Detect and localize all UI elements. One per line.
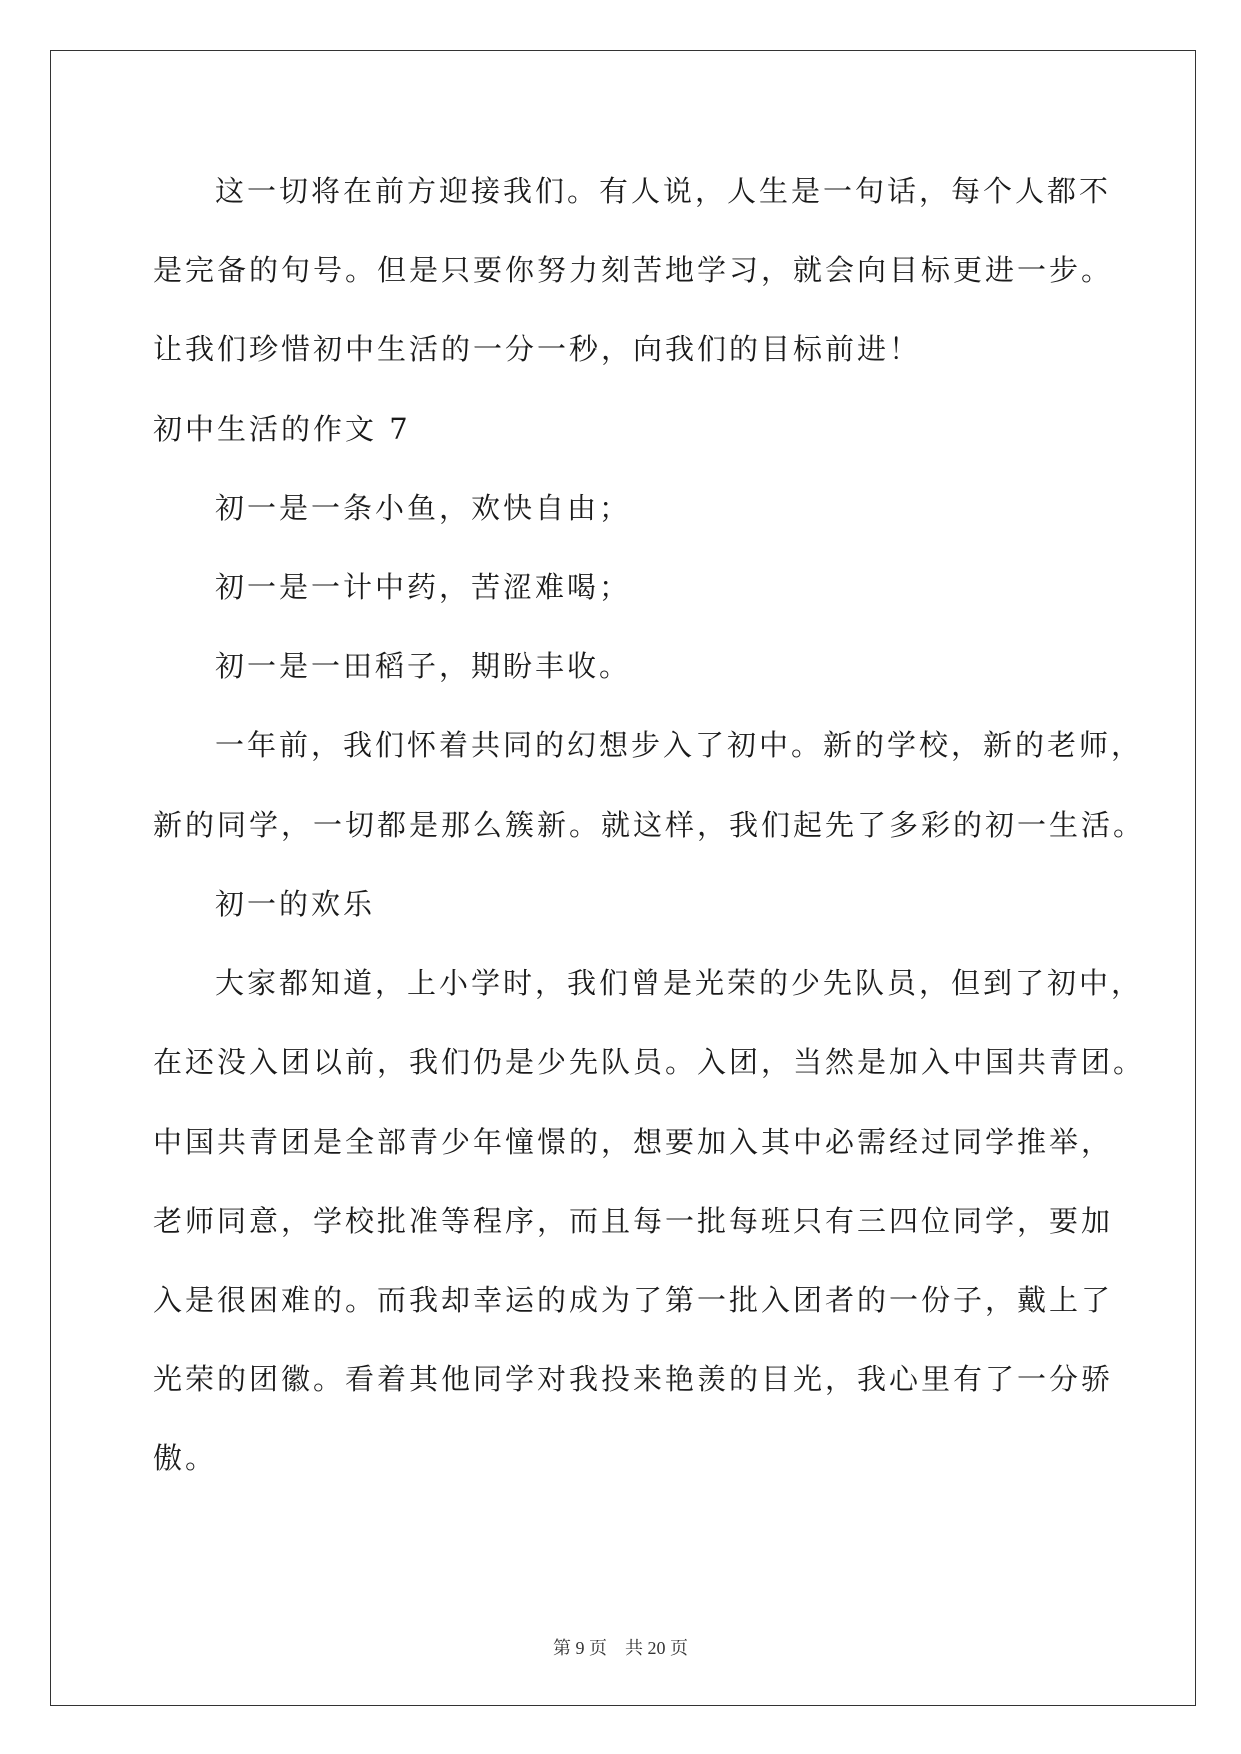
page-frame: [50, 50, 1196, 1706]
page-total: 共 20 页: [625, 1638, 688, 1658]
text-line: 是完备的句号。但是只要你努力刻苦地学习，就会向目标更进一步。: [153, 253, 1114, 287]
text-line: 老师同意，学校批准等程序，而且每一批每班只有三四位同学，要加: [153, 1204, 1114, 1238]
subheading: 初一的欢乐: [215, 887, 376, 921]
text-line: 入是很困难的。而我却幸运的成为了第一批入团者的一份子，戴上了: [153, 1283, 1114, 1317]
text-line: 新的同学，一切都是那么簇新。就这样，我们起先了多彩的初一生活。: [153, 808, 1146, 842]
text-line: 在还没入团以前，我们仍是少先队员。入团，当然是加入中国共青团。: [153, 1045, 1146, 1079]
text-line: 让我们珍惜初中生活的一分一秒，向我们的目标前进！: [153, 332, 922, 366]
page-footer: [0, 1634, 1241, 1660]
text-line: 这一切将在前方迎接我们。有人说，人生是一句话，每个人都不: [215, 174, 1112, 208]
section-heading: 初中生活的作文 7: [153, 412, 411, 446]
text-line: 光荣的团徽。看着其他同学对我投来艳羡的目光，我心里有了一分骄: [153, 1362, 1114, 1396]
text-line: 初一是一计中药，苦涩难喝；: [215, 570, 632, 604]
text-line: 中国共青团是全部青少年憧憬的，想要加入其中必需经过同学推举，: [153, 1125, 1114, 1159]
text-line: 大家都知道，上小学时，我们曾是光荣的少先队员，但到了初中，: [215, 966, 1144, 1000]
page-number: 第 9 页: [553, 1638, 607, 1658]
text-line: 初一是一条小鱼，欢快自由；: [215, 491, 632, 525]
text-line: 初一是一田稻子，期盼丰收。: [215, 649, 632, 683]
text-line: 一年前，我们怀着共同的幻想步入了初中。新的学校，新的老师，: [215, 728, 1144, 762]
text-line: 傲。: [153, 1441, 218, 1475]
